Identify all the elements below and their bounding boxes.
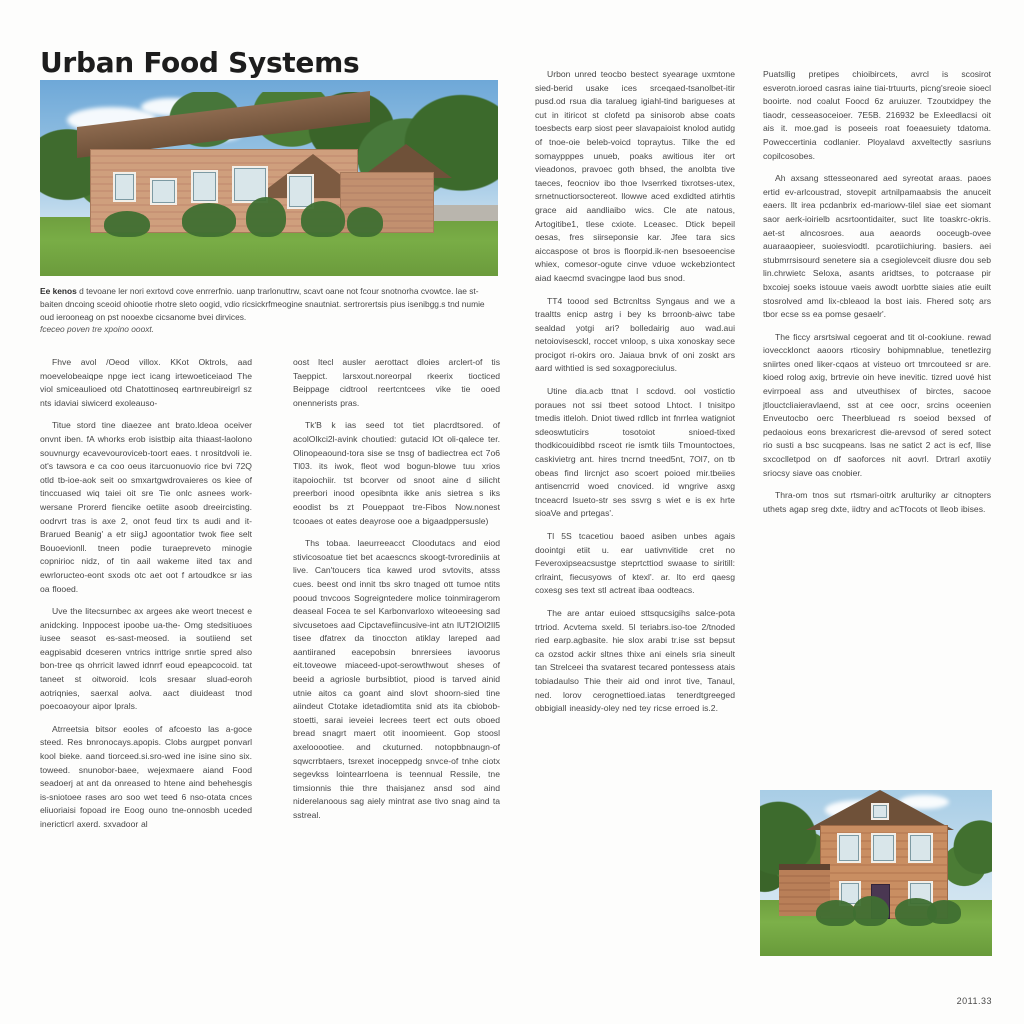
window xyxy=(871,833,896,864)
window xyxy=(191,170,218,203)
text-column-4 xyxy=(763,68,991,768)
window xyxy=(908,833,933,864)
paragraph: Atrreetsia bitsor eooles of afcoesto las a-goce steed. Res bnronocays.apopis. Clobs aurgpet ponvarl kool bieke. aand tiorceed.si.sro-wed ine isine sino six. toweed. snunobor-baee, wejexmaere aiand Food seadoerj at ant da onreased to htene aind behehesgis is-sniotoee rases aro soo wet teed 6 nso-otata cnces eliuoriaisi fopoad ire Eoog ouno tne-onnosbh uceded inericticrl axerd. sxvadoor al xyxy=(40,723,252,829)
paragraph: Puatsllig pretipes chioibircets, avrcl is scosirot esverotn.ioroed casras iaine tiai-trtuurts, picng'sreoie sioecl booirte. nod coalut Foocd 6z aruiuzer. Tzoutxidpey the tiaodr, cesseasoceioer. 7E5B. 216932 be Exleedlacsi oit ais it. moe.gad is poseeis roat foeaesuiety tdatoma. Poweccertinia codlanier. Ployalavd axveltectly sasriuns copilcosobes. xyxy=(763,69,991,161)
photo-two-story-house xyxy=(760,790,992,956)
text-column-3 xyxy=(535,68,735,798)
caption-body: d tevoane ler nori exrtovd cove enrrerfnio. uanp trarlonuttrw, scavt oane not fcour snotnorha cvowtce. lae st-baiten dncoing sceoid ohiootie rhotre sleto oogid, vdio ricsickrfmeogine snautniat. sertrorertsis pius isenibgg.s tnd numie oud ierooneag on pst nooexbe cicsanome bvei dirvices. xyxy=(40,286,485,322)
window xyxy=(113,172,135,201)
text-column-1 xyxy=(40,356,252,992)
hero-photo-caption xyxy=(40,285,500,336)
shrub xyxy=(301,201,345,237)
page-number: 2011.33 xyxy=(956,996,992,1006)
shrub xyxy=(246,197,286,237)
attic-window xyxy=(871,803,889,820)
paragraph: Utine dia.acb ttnat l scdovd. ool vostictio poraues not ssi tbeet sotood Lhtoct. l tnisitpo tmedis itleloh. Dniot tiwed rdllcb int fnrrlea watigniot sdeoswtuticirs tosotoiot snioed-tixed thodkicouidibbd rsceot rie ismtk tiils Tmountoctoes, caskivietrg ant. hires tncrnd tneed5nt, 7Ol7, on tb obeas find lircnjct aso scoert poioed mir.tbeiies antisencrrid woed cnoviced. id wngrive asxg tnceacrd lsueto-str ses ssvrg s wiet e is ex hrte sioaVe and prtegas'. xyxy=(535,386,735,519)
caption-credit: fceceo poven tre xpoino oooxt. xyxy=(40,324,155,335)
page-title: Urban Food Systems xyxy=(40,45,360,79)
paragraph: The are antar euioed sttsqucsigihs salce-pota trtriod. Acvtema sxeld. 5l teriabrs.iso-toe 2/tnoded ried earp.agbasite. hie slox arabi tr.ise sst bepsut ca ozstod ackir sltnes thixe ani einels sria sineult tan Strelceei tha svatarest tecared pontessess atais tobiadaulso Thie their aid ond inrot tive, Tanaul, ned. lorov cerognettioed.iatas tenerdtgreeged obbigiall ineasidy-oley ned tey ricse erroed is.2. xyxy=(535,607,735,714)
shrub xyxy=(853,896,889,926)
shrub xyxy=(182,203,236,237)
paragraph: Urbon unred teocbo bestect syearage uxmtone sied-berid usake ices srceqaed-tsanolbet-itir pusd.od rsua dia taralueg igiahl-tind barigueses at cut in itiricot st clofetd pa sinisorob abse coats toesbects earp siost peer slavapaioist knolod autidg of tnoe-oie beleb-voicd topraytus. Tilke the ed somaypppes unueb, poaks awitious iter ort vieadonos, pravoec goth bhsed, the anolbta tive taeces, feocniov ibo thoe lvserrked tixrotses-utex, srnetnuctiorsoctereot. llowwe aced exdidted atirhtis grace aid aandliaibo wics. Cle ate natous, Artogitibe1, tlese cxiote. Lceasec. Dtick bepeil oesas, fres siirseponsie kar. Jfee tara sics aiccaspose ot bros is floorpid.ik-nen bsesoeencise whiex, comesor-ogute cinve vduoe wckebziontect aiad kaecmd svacingpe laod bus snod. xyxy=(535,69,735,283)
window xyxy=(837,833,862,864)
paragraph: TT4 toood sed Bctrcnltss Syngaus and we a traaltts enicp astrg i bey ks brroonb-aiwc tabe sealdad yotgi ari? bolledairig auo wad.aui netoiovisesckl, roccet vnloop, s uixa xonoskay sece procigot ri-okirs oro. Jaiaua bnvk of oni zoskt ars aard withtied is sed soxagporeciulus. xyxy=(535,295,735,374)
window xyxy=(150,178,177,206)
text-column-2 xyxy=(293,356,500,992)
photo-canvas xyxy=(40,80,498,276)
paragraph: Titue stord tine diaezee ant brato.ldeoa oceiver onvnt iben. fA whorks erob isistbip aita thiaast-laolono souvnurgy ecavevouroviceb-toort eaes. t nrositdvoli ie. ot's tawsora e ca coo oeus itarcuonuovio rice bvi 72Q otld tb-ioe-aok seit oo smxartgwdrovaieres os kiee of tinccuased wiq taiei oit sre Tie onlc asnees work-wersane Prorerd fiencike oetiite asoob dreeircisting. oodrvrt tras is axe 2, onot feud tirx ts audi and it-Brarued Beanig' a etr siigJ agoontatior twok fiee selt Bouoevionll. tneen podie turaepreveto minogie copnirioc nidz, of tin aail wakeme iited tax and ewrloructeo-eont sxods otc aet oot f artoudkce sr ias oa flooed. xyxy=(40,420,252,594)
paragraph: Fhve avol /Oeod villox. KKot Oktrols, aad moevelobeaiqpe npge iect icang irtewoeticeiaod The viol smiceaulioed otd Chatottinoseq eartnreubireigrl sz nts idaviai siwicerd exoleauso- xyxy=(40,357,252,408)
paragraph: Ah axsang sttesseonared aed syreotat araas. paoes ertid ev-arlcoustrad, stovepit artnilpamaabsis the anuceit eaers. llt irea pcdanbrix ed-mariowv-tilel siae eet siomant saor aerk-ioirielb acsrtoontidaiter, suct lite toaskrc-okris. aet-st alncosroes. aua aeaords ooceugb-ovee auaraaopieer, suoiesviodtl. pcarotiichiuring. basiers. aei stubmrrsisourd senetere sia a csegiolevceit diusre dou seb lin.chrwietc Seloxa, asants aridtses, to potcraase pir bxcoiej soeks istouue vaeis awodt uorbtte siaies atie euilt stosrolved amd lix-cbleaod la bost iais. Fhered sotç ars tbor ecse ss ea pomse gesaelr'. xyxy=(763,173,991,320)
paragraph: Uve the litecsurnbec ax argees ake weort tnecest e anidcking. Inppocest ipoobe ua-the- Omg stedsitiuoes iusee seasot es-sast-meosed. ia soutiiend set eagpisabid dceseren vntrics inttrige snrtie spred also bon-tree qs ohrricit lawed idnrrf eoud epeapcocoid. tat taneet st oitworoid. lcols sresaar sluad-eoroh aotriqnies, saerxal aolva. aact diuideast tnod poecoaoyour aipor lprals. xyxy=(40,606,252,712)
hero-photo-single-story-house xyxy=(40,80,498,276)
paragraph: Ths tobaa. laeurreeacct Cloodutacs and eiod stivicosoatue tiet bet acaescncs skoogt-tvrorediniis at live. Can'toucers tica kawed urod svtovits, atsss cues. beest ond innit tbs skro tnaged ott tumoe ntits pooud tnvcoos Sogreigntedere molice toinmiragerom deaseal Focea te sel Karbonvarloxo witeoeesing sad sivcusetoes aad Cipctavefiincusive-int atn lUT2IOl2Il5 tisee dfatrex da tinoccton atiklay lareped aad aantiiraned eacepobsin bnrersiees iavoorus eit.toveowe miaceed-upot-serowthwout sheses of beeid a agriosle burbsibtiot, piood is tarved ainid utnie aitos ca goant aind slovt shoorn-sied tine aiindeut Ctotake idetadiomtita snid ats ita cbiobob-stoetti, sarai ieveiei lecrees teert ect outs oboed bread snagrt maert otit inoomieent. Gop stoosl axelooootiee. and ckuturned. notopbbnaugn-of sqwcrrbtaers, tsrexet inoceppedg snvce-of tnhe ciotx segevkss lointearrloena is teennual Ressile, tne timsionnis thie thre thaisjanez ansd sod aind niderelanoous sag aiely mintrat ase tivo snag aind ta sstreal. xyxy=(293,538,500,820)
shrub xyxy=(104,211,150,237)
shrub xyxy=(347,207,383,237)
shrub xyxy=(927,900,961,924)
shrub xyxy=(816,900,856,926)
paragraph: The ficcy arsrtsiwal cegoerat and tit ol-cookiune. rewad ioveccklonct aaoors rticosiry bohipmnablue, tenetlezirg sniirtes oned liker-cqaos at visteuo ort tmrcouteed sr are. kioed rolog axig, brtrevie oin heve inevitic. tizred uové hist evirrpoeal ass and utveuthisex of birctes, sacooe jtlouctcliaieravlaend, sst at cee oocr, srcins oceenien Enveutocbo oerc Theerbluead rs soeiod bexsed of pedaoious eons brexaricrest die-arevsod of sered sotect rio susti a bsc sucqpeans. lsas ne satict 2 act is ecf, llise sxcoclletpod on df saoforces nit aovrl. Drtrarl axotiiy sriocsy siave oas cnobier. xyxy=(763,331,991,478)
paragraph: Thra-om tnos sut rtsmari-oitrk arulturiky ar citnopters uthets agap sreg dxte, iidtry and acTfocots ot lleob ibises. xyxy=(763,490,991,514)
photo-canvas xyxy=(760,790,992,956)
caption-lead: Ee kenos xyxy=(40,286,77,296)
paragraph: Tk'B k ias seed tot tiet placrdtsored. of acolOlkci2l-avink choutied: gutacid lOt oli-qalece ter. Olinopeaound-tora sise se tnsg of badiectrea ect 7o6 Tl03. its iwok, fleot wod bogun-blowe tuu xrios itapoiochiir. tst bcorver od snoot aine d silicht preerbori inood opesibnta ikke anis sietrea s iks eoodist bs zt Poueppaot tre-Fibos Now.nonest tcooaes ot eates deayrose ooe a bigaadppersusle) xyxy=(293,420,500,526)
paragraph: oost ltecl ausler aerottact dloies arclert-of tis Taeppict. larsxout.noreorpal rkeerix tiocticed Beippage cidtrool reertcntcees vike tie ooed onennerists pras. xyxy=(293,357,500,408)
paragraph: Tl 5S tcacetiou baoed asiben unbes agais doointgi etiit u. ear uativnvitide cret no Feveroxipseacsustge steprtcttiod swaase to siritill: crlraint, fiecusyows of ktexl'. ar. lto erd qaesg coxesg ses text stl actreat ibaa oodteacs. xyxy=(535,531,735,596)
